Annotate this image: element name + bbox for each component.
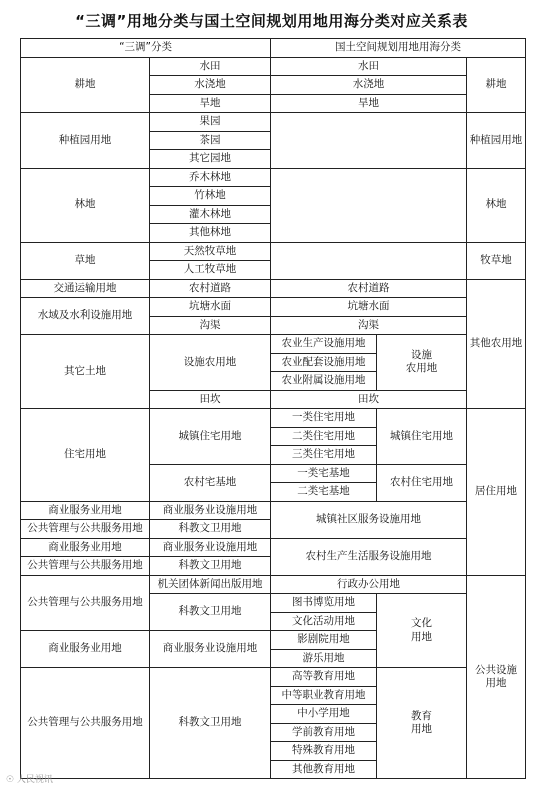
cell: 交通运输用地 <box>21 279 150 298</box>
cell: 水浇地 <box>150 76 271 95</box>
cell: 公共设施 用地 <box>467 575 526 779</box>
cell: 天然牧草地 <box>150 242 271 261</box>
cell: 三类住宅用地 <box>271 446 377 465</box>
cell: 沟渠 <box>271 316 467 335</box>
cell: 城镇住宅用地 <box>377 409 467 465</box>
cell: 茶园 <box>150 131 271 150</box>
cell: 田坎 <box>150 390 271 409</box>
cell: 二类住宅用地 <box>271 427 377 446</box>
cell: 种植园用地 <box>467 113 526 169</box>
cell: 旱地 <box>150 94 271 113</box>
cell: 影剧院用地 <box>271 631 377 650</box>
cell: 坑塘水面 <box>150 298 271 317</box>
correspondence-table <box>20 38 526 779</box>
cell: 文化 用地 <box>377 594 467 668</box>
cell: 农业配套设施用地 <box>271 353 377 372</box>
cell-empty <box>271 242 467 279</box>
cell: 图书博览用地 <box>271 594 377 613</box>
cell: 灌木林地 <box>150 205 271 224</box>
cell: 农村道路 <box>150 279 271 298</box>
cell: 水田 <box>150 57 271 76</box>
cell: 耕地 <box>21 57 150 113</box>
cell: 旱地 <box>271 94 467 113</box>
cell: 商业服务业设施用地 <box>150 631 271 668</box>
cell: 科教文卫用地 <box>150 557 271 576</box>
cell: 机关团体新闻出版用地 <box>150 575 271 594</box>
cell: 林地 <box>467 168 526 242</box>
cell-empty <box>271 113 467 169</box>
cell: 农业生产设施用地 <box>271 335 377 354</box>
cell: 水田 <box>271 57 467 76</box>
cell: 科教文卫用地 <box>150 594 271 631</box>
header-right: 国土空间规划用地用海分类 <box>271 39 526 58</box>
cell: 田坎 <box>271 390 467 409</box>
cell: 商业服务业用地 <box>21 631 150 668</box>
cell: 竹林地 <box>150 187 271 206</box>
cell: 其它土地 <box>21 335 150 409</box>
cell: 林地 <box>21 168 150 242</box>
watermark: ☉ 人民视讯 <box>6 775 53 785</box>
cell: 其他教育用地 <box>271 760 377 779</box>
cell: 种植园用地 <box>21 113 150 169</box>
cell: 教育 用地 <box>377 668 467 779</box>
cell: 商业服务业设施用地 <box>150 501 271 520</box>
cell: 城镇社区服务设施用地 <box>271 501 467 538</box>
cell: 公共管理与公共服务用地 <box>21 668 150 779</box>
cell: 设施 农用地 <box>377 335 467 391</box>
cell: 科教文卫用地 <box>150 520 271 539</box>
cell: 一类住宅用地 <box>271 409 377 428</box>
cell: 乔木林地 <box>150 168 271 187</box>
cell: 沟渠 <box>150 316 271 335</box>
cell: 果园 <box>150 113 271 132</box>
cell: 行政办公用地 <box>271 575 467 594</box>
cell: 一类宅基地 <box>271 464 377 483</box>
cell: 居住用地 <box>467 409 526 576</box>
cell: 农村住宅用地 <box>377 464 467 501</box>
cell: 科教文卫用地 <box>150 668 271 779</box>
cell: 公共管理与公共服务用地 <box>21 557 150 576</box>
cell: 农村道路 <box>271 279 467 298</box>
cell: 游乐用地 <box>271 649 377 668</box>
cell: 中等职业教育用地 <box>271 686 377 705</box>
cell: 其他林地 <box>150 224 271 243</box>
cell: 设施农用地 <box>150 335 271 391</box>
cell: 耕地 <box>467 57 526 113</box>
cell: 水域及水利设施用地 <box>21 298 150 335</box>
cell: 文化活动用地 <box>271 612 377 631</box>
cell: 高等教育用地 <box>271 668 377 687</box>
cell: 坑塘水面 <box>271 298 467 317</box>
cell: 农村宅基地 <box>150 464 271 501</box>
cell: 草地 <box>21 242 150 279</box>
cell: 商业服务业用地 <box>21 538 150 557</box>
cell: 中小学用地 <box>271 705 377 724</box>
cell: 商业服务业用地 <box>21 501 150 520</box>
header-left: “三调”分类 <box>21 39 271 58</box>
cell: 农业附属设施用地 <box>271 372 377 391</box>
page-title: “三调”用地分类与国土空间规划用地用海分类对应关系表 <box>75 12 468 30</box>
cell: 其它园地 <box>150 150 271 169</box>
cell: 学前教育用地 <box>271 723 377 742</box>
cell: 城镇住宅用地 <box>150 409 271 465</box>
cell: 特殊教育用地 <box>271 742 377 761</box>
cell: 其他农用地 <box>467 279 526 409</box>
cell: 公共管理与公共服务用地 <box>21 575 150 631</box>
cell: 住宅用地 <box>21 409 150 502</box>
cell: 公共管理与公共服务用地 <box>21 520 150 539</box>
cell: 人工牧草地 <box>150 261 271 280</box>
cell: 商业服务业设施用地 <box>150 538 271 557</box>
cell: 水浇地 <box>271 76 467 95</box>
cell: 牧草地 <box>467 242 526 279</box>
cell: 农村生产生活服务设施用地 <box>271 538 467 575</box>
cell: 二类宅基地 <box>271 483 377 502</box>
cell-empty <box>271 168 467 242</box>
